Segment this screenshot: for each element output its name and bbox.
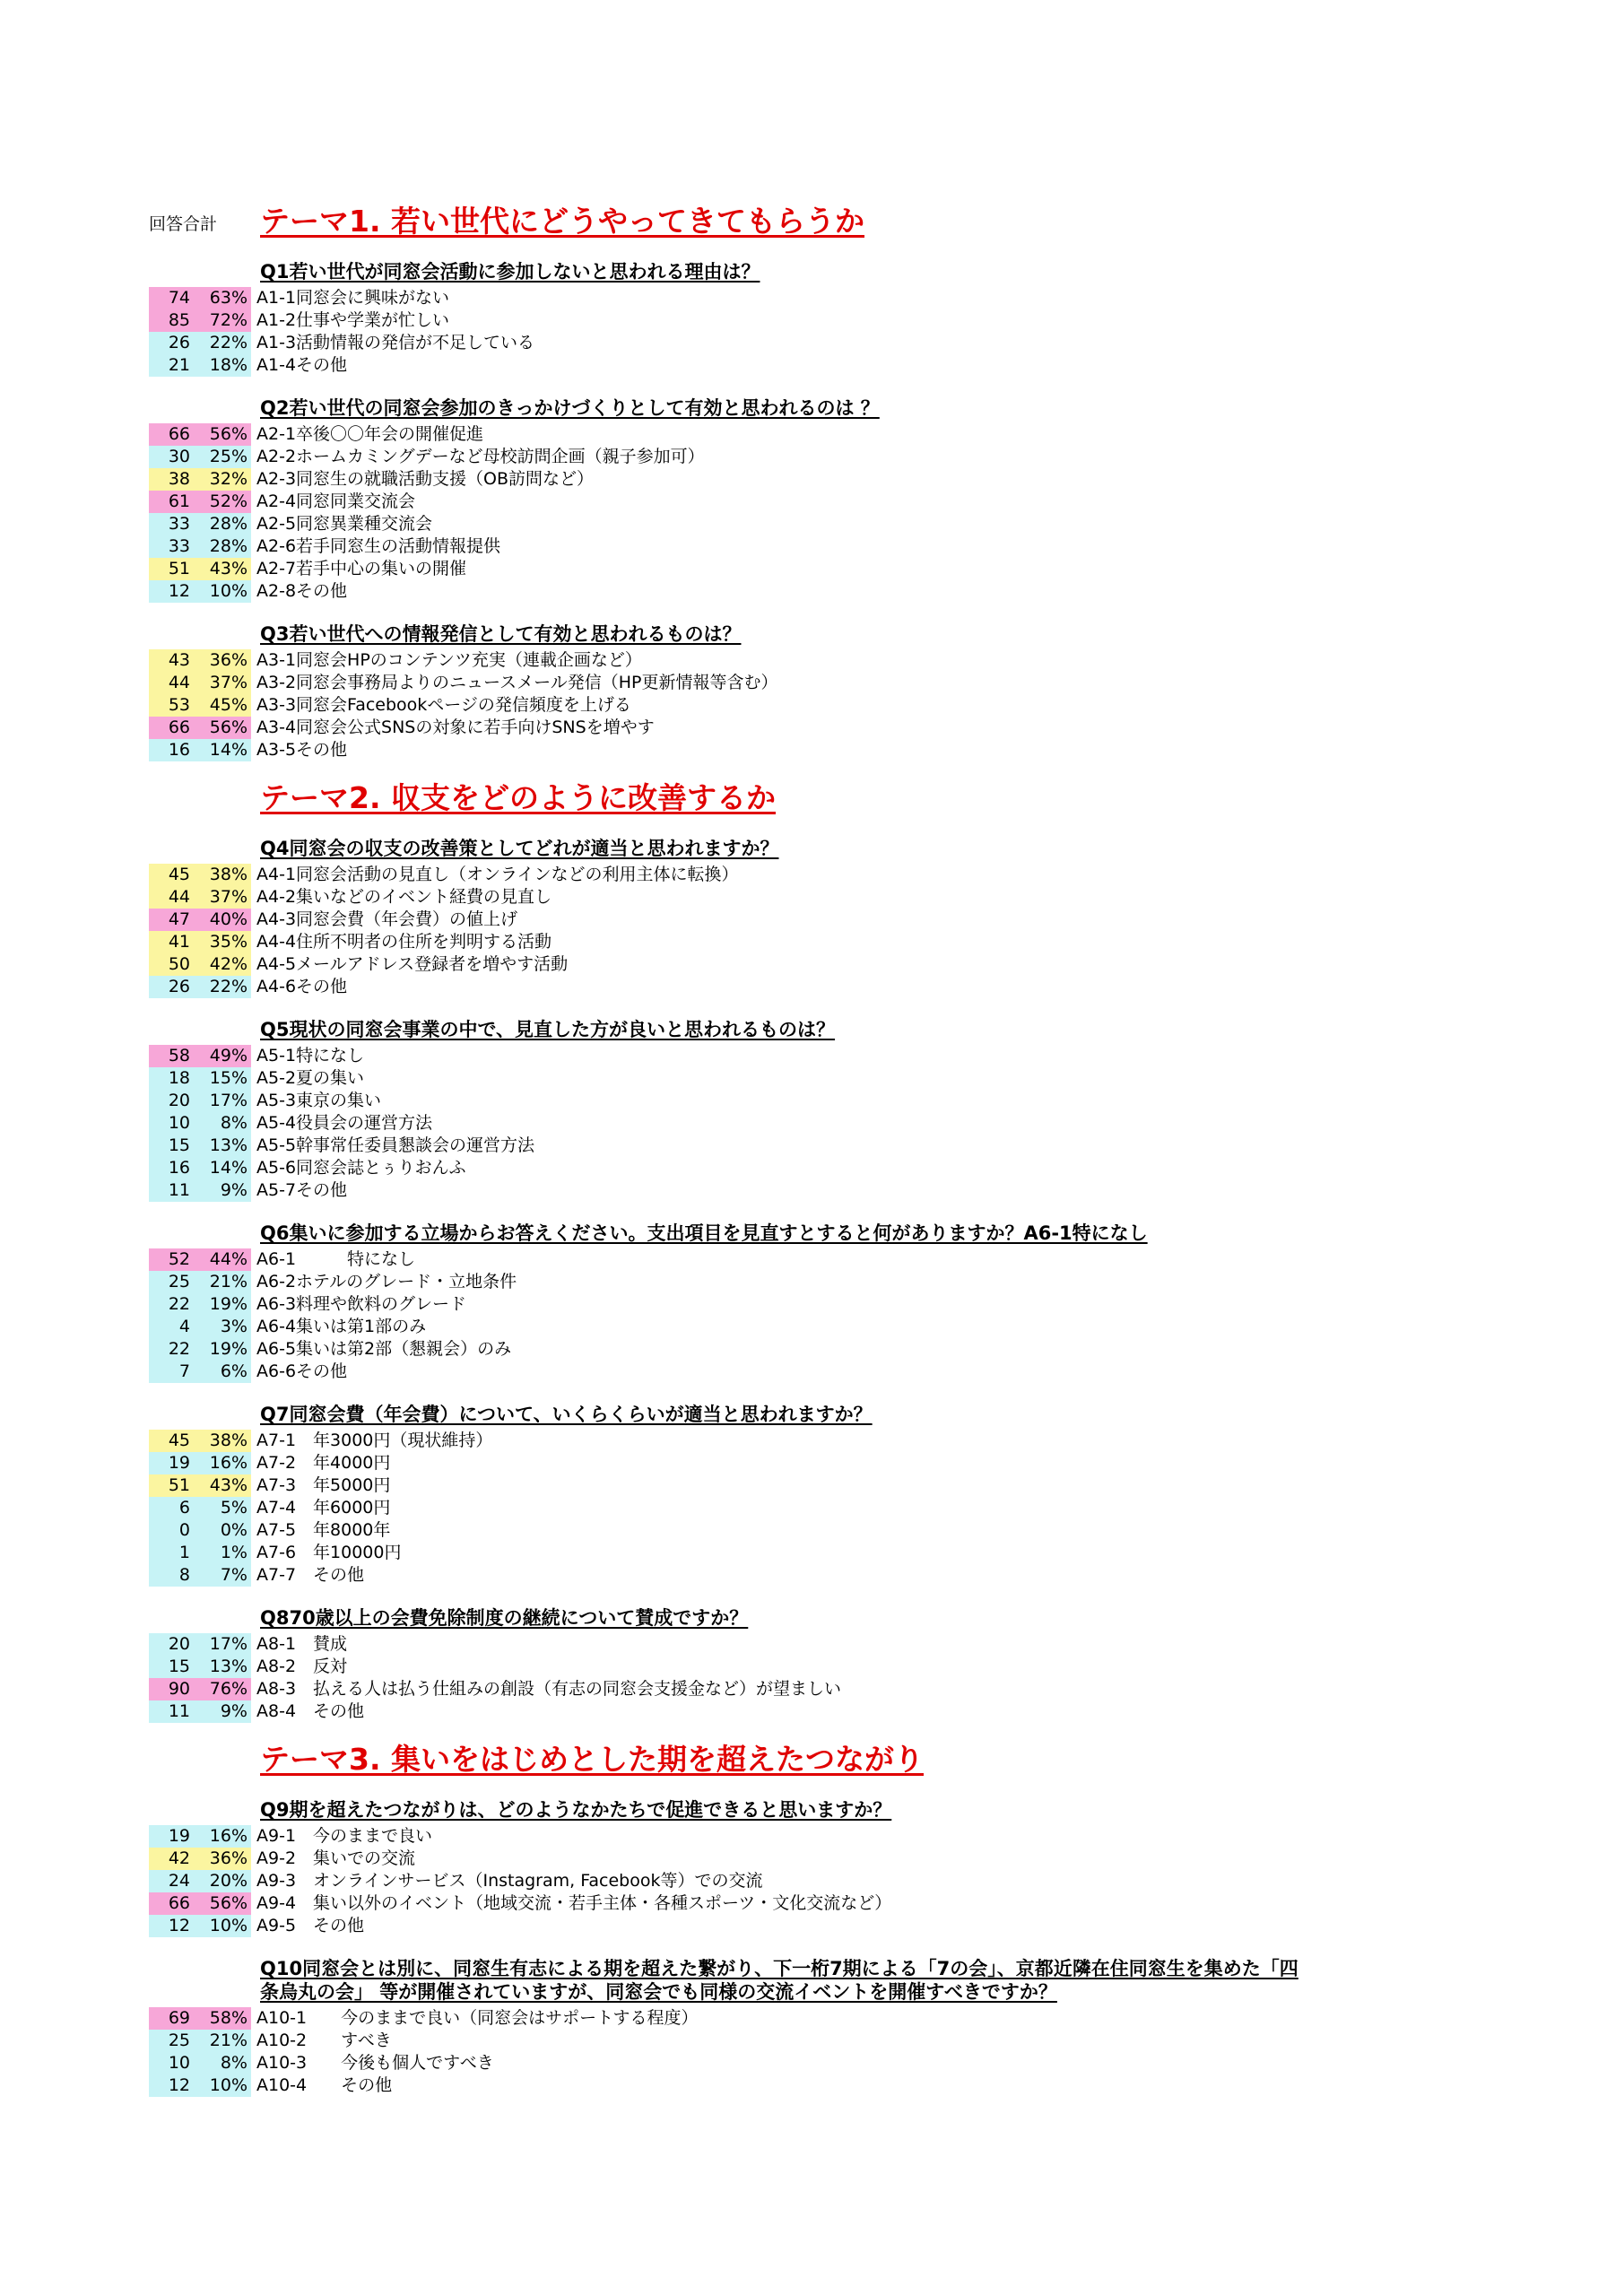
- answer-count: 7: [149, 1361, 199, 1383]
- answer-count: 50: [149, 953, 199, 976]
- question-title: Q870歳以上の会費免除制度の継続について賛成ですか？: [260, 1607, 749, 1629]
- theme-header: [149, 197, 1315, 240]
- question-title: Q5現状の同窓会事業の中で、見直した方が良いと思われるものは？: [260, 1019, 836, 1040]
- answer-row: [149, 1135, 1315, 1157]
- answer-row: [149, 1542, 1315, 1564]
- question-title: Q10同窓会とは別に、同窓生有志による期を超えた繋がり、下一桁7期による「7の会」、京都近隣在住同窓生を集めた「四条烏丸の会」 等が開催されていますが、同窓会でも同様の交流イベントを開催すべきですか？: [260, 1958, 1298, 2003]
- question-title: Q4同窓会の収支の改善策としてどれが適当と思われますか？: [260, 838, 779, 859]
- answer-row: [149, 1656, 1315, 1678]
- answer-count: 66: [149, 1892, 199, 1915]
- answer-percent: 13%: [199, 1656, 251, 1678]
- answer-label: A5-3東京の集い: [256, 1091, 382, 1110]
- question-title: Q1若い世代が同窓会活動に参加しないと思われる理由は？: [260, 261, 760, 283]
- theme-header: [149, 1735, 1315, 1779]
- answer-count: 25: [149, 1271, 199, 1293]
- answer-list: [149, 1045, 1315, 1202]
- answer-count: 44: [149, 886, 199, 909]
- question-block: [149, 1606, 1315, 1723]
- total-label: 回答合計: [149, 214, 218, 234]
- answer-label: A8-3 払える人は払う仕組みの創設（有志の同窓会支援金など）が望ましい: [256, 1679, 842, 1699]
- answer-count: 33: [149, 535, 199, 558]
- theme-title: テーマ1. 若い世代にどうやってきてもらうか: [260, 204, 864, 239]
- answer-label: A7-1 年3000円（現状維持）: [256, 1431, 493, 1450]
- answer-row: [149, 309, 1315, 332]
- question-title: Q9期を超えたつながりは、どのようなかたちで促進できると思いますか？: [260, 1799, 892, 1821]
- answer-row: [149, 1519, 1315, 1542]
- answer-count: 18: [149, 1067, 199, 1090]
- answer-label: A2-1卒後〇〇年会の開催促進: [256, 424, 484, 444]
- answer-percent: 14%: [199, 739, 251, 761]
- answer-list: [149, 649, 1315, 761]
- answer-count: 19: [149, 1825, 199, 1848]
- answer-percent: 58%: [199, 2007, 251, 2030]
- answer-row: [149, 694, 1315, 717]
- answer-label: A10-3 今後も個人ですべき: [256, 2053, 494, 2073]
- answer-percent: 43%: [199, 1474, 251, 1497]
- answer-count: 15: [149, 1656, 199, 1678]
- answer-label: A6-6その他: [256, 1361, 348, 1381]
- answer-percent: 19%: [199, 1293, 251, 1316]
- answer-count: 74: [149, 287, 199, 309]
- answer-percent: 21%: [199, 1271, 251, 1293]
- theme-header: [149, 774, 1315, 817]
- answer-count: 11: [149, 1700, 199, 1723]
- answer-count: 44: [149, 672, 199, 694]
- answer-count: 58: [149, 1045, 199, 1067]
- answer-percent: 45%: [199, 694, 251, 717]
- answer-row: [149, 513, 1315, 535]
- answer-percent: 16%: [199, 1452, 251, 1474]
- answer-percent: 14%: [199, 1157, 251, 1179]
- question-block: [149, 1798, 1315, 1937]
- answer-percent: 19%: [199, 1338, 251, 1361]
- answer-count: 20: [149, 1633, 199, 1656]
- answer-label: A6-4集いは第1部のみ: [256, 1317, 427, 1336]
- answer-row: [149, 1430, 1315, 1452]
- answer-row: [149, 2007, 1315, 2030]
- answer-count: 22: [149, 1293, 199, 1316]
- answer-percent: 7%: [199, 1564, 251, 1587]
- answer-label: A3-2同窓会事務局よりのニュースメール発信（HP更新情報等含む）: [256, 673, 778, 692]
- answer-label: A2-2ホームカミングデーなど母校訪問企画（親子参加可）: [256, 447, 705, 466]
- answer-count: 90: [149, 1678, 199, 1700]
- answer-list: [149, 2007, 1315, 2097]
- answer-label: A7-6 年10000円: [256, 1543, 402, 1562]
- answer-percent: 43%: [199, 558, 251, 580]
- answer-label: A9-4 集い以外のイベント（地域交流・若手主体・各種スポーツ・文化交流など）: [256, 1893, 892, 1913]
- answer-count: 69: [149, 2007, 199, 2030]
- answer-percent: 38%: [199, 1430, 251, 1452]
- answer-label: A6-5集いは第2部（懇親会）のみ: [256, 1339, 512, 1359]
- answer-percent: 25%: [199, 446, 251, 468]
- answer-percent: 13%: [199, 1135, 251, 1157]
- answer-label: A2-5同窓異業種交流会: [256, 514, 433, 534]
- answer-count: 52: [149, 1248, 199, 1271]
- answer-label: A7-3 年5000円: [256, 1475, 391, 1495]
- answer-label: A7-2 年4000円: [256, 1453, 391, 1473]
- answer-percent: 28%: [199, 535, 251, 558]
- answer-percent: 21%: [199, 2030, 251, 2052]
- answer-row: [149, 354, 1315, 377]
- answer-count: 1: [149, 1542, 199, 1564]
- answer-row: [149, 1112, 1315, 1135]
- theme-title: テーマ3. 集いをはじめとした期を超えたつながり: [260, 1742, 924, 1777]
- question-block: [149, 1018, 1315, 1202]
- answer-count: 85: [149, 309, 199, 332]
- answer-percent: 72%: [199, 309, 251, 332]
- answer-percent: 9%: [199, 1700, 251, 1723]
- answer-row: [149, 1497, 1315, 1519]
- answer-label: A8-2 反対: [256, 1657, 348, 1676]
- answer-list: [149, 1430, 1315, 1587]
- answer-row: [149, 717, 1315, 739]
- answer-label: A4-2集いなどのイベント経費の見直し: [256, 887, 552, 907]
- answer-percent: 8%: [199, 2052, 251, 2074]
- answer-label: A9-3 オンラインサービス（Instagram, Facebook等）での交流: [256, 1871, 763, 1891]
- answer-label: A5-7その他: [256, 1180, 348, 1200]
- answer-row: [149, 1892, 1315, 1915]
- answer-count: 25: [149, 2030, 199, 2052]
- answer-label: A10-2 すべき: [256, 2031, 392, 2050]
- answer-count: 10: [149, 2052, 199, 2074]
- answer-label: A4-4住所不明者の住所を判明する活動: [256, 932, 552, 952]
- answer-count: 16: [149, 739, 199, 761]
- answer-label: A5-1特になし: [256, 1046, 365, 1065]
- answer-percent: 1%: [199, 1542, 251, 1564]
- answer-percent: 56%: [199, 1892, 251, 1915]
- answer-label: A3-1同窓会HPのコンテンツ充実（連載企画など）: [256, 650, 642, 670]
- answer-percent: 5%: [199, 1497, 251, 1519]
- answer-percent: 28%: [199, 513, 251, 535]
- answer-percent: 38%: [199, 864, 251, 886]
- answer-row: [149, 423, 1315, 446]
- answer-row: [149, 1271, 1315, 1293]
- answer-row: [149, 491, 1315, 513]
- answer-percent: 16%: [199, 1825, 251, 1848]
- answer-percent: 8%: [199, 1112, 251, 1135]
- answer-label: A7-4 年6000円: [256, 1498, 391, 1518]
- answer-count: 43: [149, 649, 199, 672]
- answer-percent: 76%: [199, 1678, 251, 1700]
- answer-label: A8-4 その他: [256, 1701, 365, 1721]
- answer-percent: 63%: [199, 287, 251, 309]
- question-block: [149, 1222, 1315, 1383]
- answer-label: A3-3同窓会Facebookページの発信頻度を上げる: [256, 695, 631, 715]
- answer-percent: 22%: [199, 976, 251, 998]
- answer-label: A4-3同窓会費（年会費）の値上げ: [256, 909, 518, 929]
- answer-percent: 37%: [199, 672, 251, 694]
- answer-count: 16: [149, 1157, 199, 1179]
- answer-row: [149, 2030, 1315, 2052]
- answer-label: A2-4同窓同業交流会: [256, 491, 416, 511]
- answer-row: [149, 1248, 1315, 1271]
- answer-percent: 22%: [199, 332, 251, 354]
- answer-label: A3-4同窓会公式SNSの対象に若手向けSNSを増やす: [256, 718, 655, 737]
- answer-label: A5-4役員会の運営方法: [256, 1113, 433, 1133]
- answer-row: [149, 1678, 1315, 1700]
- answer-row: [149, 1157, 1315, 1179]
- answer-count: 66: [149, 423, 199, 446]
- answer-row: [149, 1293, 1315, 1316]
- answer-count: 20: [149, 1090, 199, 1112]
- answer-count: 12: [149, 2074, 199, 2097]
- answer-list: [149, 864, 1315, 998]
- answer-label: A9-2 集いでの交流: [256, 1848, 416, 1868]
- answer-count: 21: [149, 354, 199, 377]
- answer-count: 61: [149, 491, 199, 513]
- answer-count: 10: [149, 1112, 199, 1135]
- theme-title: テーマ2. 収支をどのように改善するか: [260, 780, 776, 815]
- answer-list: [149, 1633, 1315, 1723]
- question-block: [149, 1403, 1315, 1587]
- answer-row: [149, 446, 1315, 468]
- answer-label: A9-5 その他: [256, 1916, 365, 1935]
- answer-row: [149, 2074, 1315, 2097]
- question-block: [149, 622, 1315, 761]
- answer-list: [149, 423, 1315, 603]
- question-block: [149, 260, 1315, 377]
- answer-row: [149, 909, 1315, 931]
- answer-row: [149, 886, 1315, 909]
- answer-count: 4: [149, 1316, 199, 1338]
- answer-percent: 42%: [199, 953, 251, 976]
- answer-row: [149, 931, 1315, 953]
- answer-label: A4-1同窓会活動の見直し（オンラインなどの利用主体に転換）: [256, 865, 739, 884]
- answer-count: 0: [149, 1519, 199, 1542]
- answer-count: 30: [149, 446, 199, 468]
- answer-percent: 20%: [199, 1870, 251, 1892]
- answer-list: [149, 1825, 1315, 1937]
- answer-count: 53: [149, 694, 199, 717]
- answer-label: A6-2ホテルのグレード・立地条件: [256, 1272, 517, 1292]
- answer-row: [149, 1825, 1315, 1848]
- answer-percent: 56%: [199, 717, 251, 739]
- question-title: Q2若い世代の同窓会参加のきっかけづくりとして有効と思われるのは ？: [260, 397, 880, 419]
- answer-label: A7-5 年8000年: [256, 1520, 391, 1540]
- answer-row: [149, 1361, 1315, 1383]
- question-title: Q3若い世代への情報発信として有効と思われるものは？: [260, 623, 742, 645]
- answer-row: [149, 1090, 1315, 1112]
- survey-document: [149, 197, 1315, 2097]
- question-title: Q7同窓会費（年会費）について、いくらくらいが適当と思われますか？: [260, 1404, 873, 1425]
- answer-percent: 44%: [199, 1248, 251, 1271]
- answer-label: A2-8その他: [256, 581, 348, 601]
- answer-count: 51: [149, 558, 199, 580]
- answer-count: 19: [149, 1452, 199, 1474]
- answer-percent: 35%: [199, 931, 251, 953]
- answer-count: 26: [149, 332, 199, 354]
- answer-row: [149, 332, 1315, 354]
- answer-row: [149, 1452, 1315, 1474]
- answer-row: [149, 1848, 1315, 1870]
- answer-row: [149, 1633, 1315, 1656]
- answer-label: A9-1 今のままで良い: [256, 1826, 433, 1846]
- question-title: Q6集いに参加する立場からお答えください。支出項目を見直すとすると何がありますか？A6-1特になし: [260, 1222, 1148, 1244]
- answer-row: [149, 1316, 1315, 1338]
- answer-row: [149, 468, 1315, 491]
- answer-percent: 0%: [199, 1519, 251, 1542]
- answer-label: A2-6若手同窓生の活動情報提供: [256, 536, 501, 556]
- answer-percent: 49%: [199, 1045, 251, 1067]
- answer-label: A1-2仕事や学業が忙しい: [256, 310, 450, 330]
- answer-row: [149, 1067, 1315, 1090]
- answer-label: A5-5幹事常任委員懇談会の運営方法: [256, 1135, 535, 1155]
- answer-percent: 15%: [199, 1067, 251, 1090]
- answer-percent: 36%: [199, 1848, 251, 1870]
- question-block: [149, 1957, 1315, 2097]
- answer-label: A6-3料理や飲料のグレード: [256, 1294, 467, 1314]
- answer-list: [149, 287, 1315, 377]
- answer-percent: 37%: [199, 886, 251, 909]
- answer-count: 26: [149, 976, 199, 998]
- answer-label: A1-3活動情報の発信が不足している: [256, 333, 535, 352]
- answer-percent: 17%: [199, 1633, 251, 1656]
- answer-list: [149, 1248, 1315, 1383]
- answer-row: [149, 1700, 1315, 1723]
- answer-label: A1-1同窓会に興味がない: [256, 288, 450, 308]
- answer-count: 8: [149, 1564, 199, 1587]
- answer-label: A10-1 今のままで良い（同窓会はサポートする程度）: [256, 2008, 699, 2028]
- answer-row: [149, 1338, 1315, 1361]
- answer-row: [149, 672, 1315, 694]
- answer-row: [149, 1870, 1315, 1892]
- answer-count: 45: [149, 864, 199, 886]
- answer-count: 12: [149, 580, 199, 603]
- answer-percent: 17%: [199, 1090, 251, 1112]
- answer-label: A5-6同窓会誌とぅりおんふ: [256, 1158, 466, 1178]
- answer-row: [149, 1915, 1315, 1937]
- answer-count: 42: [149, 1848, 199, 1870]
- answer-percent: 6%: [199, 1361, 251, 1383]
- question-block: [149, 837, 1315, 998]
- answer-percent: 52%: [199, 491, 251, 513]
- answer-count: 45: [149, 1430, 199, 1452]
- answer-row: [149, 535, 1315, 558]
- answer-percent: 36%: [199, 649, 251, 672]
- answer-label: A7-7 その他: [256, 1565, 365, 1585]
- answer-label: A2-7若手中心の集いの開催: [256, 559, 467, 578]
- answer-count: 41: [149, 931, 199, 953]
- answer-count: 6: [149, 1497, 199, 1519]
- answer-row: [149, 864, 1315, 886]
- answer-percent: 40%: [199, 909, 251, 931]
- answer-row: [149, 1474, 1315, 1497]
- answer-label: A2-3同窓生の就職活動支援（OB訪問など）: [256, 469, 595, 489]
- answer-label: A4-6その他: [256, 977, 348, 996]
- answer-row: [149, 739, 1315, 761]
- answer-percent: 10%: [199, 1915, 251, 1937]
- answer-percent: 18%: [199, 354, 251, 377]
- answer-row: [149, 1179, 1315, 1202]
- answer-label: A3-5その他: [256, 740, 348, 760]
- answer-count: 38: [149, 468, 199, 491]
- answer-row: [149, 2052, 1315, 2074]
- answer-count: 66: [149, 717, 199, 739]
- answer-row: [149, 580, 1315, 603]
- answer-row: [149, 1045, 1315, 1067]
- answer-count: 33: [149, 513, 199, 535]
- question-block: [149, 396, 1315, 603]
- answer-label: A1-4その他: [256, 355, 348, 375]
- answer-row: [149, 976, 1315, 998]
- answer-row: [149, 287, 1315, 309]
- answer-percent: 9%: [199, 1179, 251, 1202]
- answer-percent: 10%: [199, 2074, 251, 2097]
- answer-count: 15: [149, 1135, 199, 1157]
- answer-count: 24: [149, 1870, 199, 1892]
- answer-label: A4-5メールアドレス登録者を増やす活動: [256, 954, 569, 974]
- answer-percent: 56%: [199, 423, 251, 446]
- answer-count: 51: [149, 1474, 199, 1497]
- answer-percent: 10%: [199, 580, 251, 603]
- answer-label: A10-4 その他: [256, 2075, 393, 2095]
- answer-count: 12: [149, 1915, 199, 1937]
- answer-percent: 3%: [199, 1316, 251, 1338]
- answer-label: A6-1 特になし: [256, 1249, 416, 1269]
- answer-percent: 32%: [199, 468, 251, 491]
- answer-count: 22: [149, 1338, 199, 1361]
- answer-count: 47: [149, 909, 199, 931]
- answer-label: A8-1 賛成: [256, 1634, 348, 1654]
- answer-row: [149, 953, 1315, 976]
- answer-count: 11: [149, 1179, 199, 1202]
- answer-row: [149, 1564, 1315, 1587]
- answer-row: [149, 649, 1315, 672]
- answer-label: A5-2夏の集い: [256, 1068, 365, 1088]
- answer-row: [149, 558, 1315, 580]
